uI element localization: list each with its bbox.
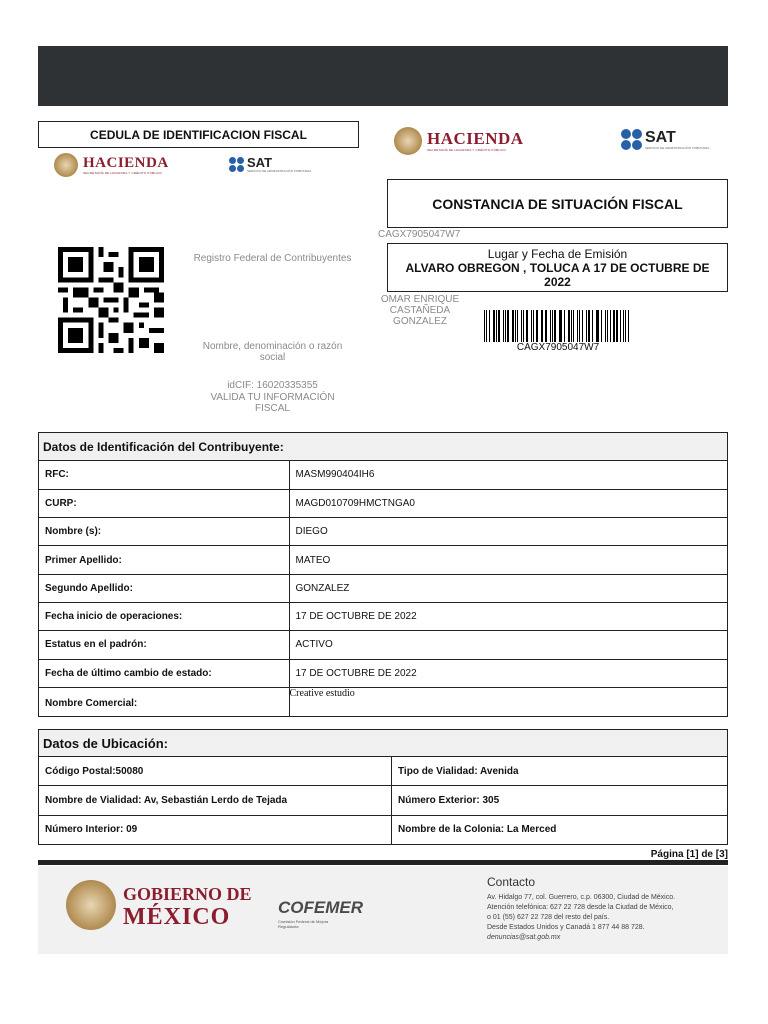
contacto-line: Av. Hidalgo 77, col. Guerrero, c.p. 06300, Ciudad de México. — [487, 894, 676, 901]
ubicacion-section — [38, 729, 728, 845]
sat-logo-small — [229, 156, 311, 173]
table-row — [39, 815, 727, 844]
barcode-bar — [616, 310, 617, 342]
barcode-bar — [489, 310, 490, 342]
barcode-bar — [505, 310, 506, 342]
contacto-line: denuncias@sat.gob.mx — [487, 934, 561, 941]
barcode-bar — [521, 310, 522, 342]
nombre-line1: OMAR ENRIQUE — [380, 294, 460, 305]
row-value: MASM990404IH6 — [295, 469, 375, 481]
contacto-title: Contacto — [487, 875, 536, 889]
ubicacion-right-cell: Tipo de Vialidad: Avenida — [398, 765, 519, 777]
row-value: DIEGO — [289, 518, 727, 546]
barcode-text: CAGX7905047W7 — [516, 342, 600, 353]
barcode-bar — [625, 310, 626, 342]
table-row — [39, 757, 727, 786]
row-value: 17 DE OCTUBRE DE 2022 — [289, 659, 727, 687]
row-label: Nombre (s): — [39, 518, 289, 546]
barcode-bar — [620, 310, 621, 342]
table-row — [39, 687, 727, 715]
emision-line2: 2022 — [544, 275, 571, 289]
row-value: ACTIVO — [289, 631, 727, 659]
barcode — [484, 310, 632, 342]
row-value: MATEO — [289, 546, 727, 574]
barcode-bar — [552, 310, 553, 342]
barcode-bar — [484, 310, 485, 342]
row-value: GONZALEZ — [289, 574, 727, 602]
registro-label: Registro Federal de Contribuyentes — [193, 253, 352, 264]
barcode-bar — [517, 310, 518, 342]
barcode-bar — [579, 310, 580, 342]
ubicacion-right-cell: Número Exterior: 305 — [392, 786, 728, 815]
barcode-bar — [486, 310, 487, 342]
hacienda-wordmark: HACIENDA — [427, 129, 524, 148]
barcode-bar — [531, 310, 532, 342]
barcode-bar — [577, 310, 578, 342]
barcode-bar — [550, 310, 551, 342]
row-label: Fecha inicio de operaciones: — [39, 602, 289, 630]
table-row — [39, 546, 727, 574]
row-value: 17 DE OCTUBRE DE 2022 — [289, 602, 727, 630]
top-banner — [38, 46, 728, 106]
contribuyente-table — [39, 461, 727, 716]
barcode-bar — [560, 310, 561, 342]
table-row — [39, 489, 727, 517]
table-row — [39, 786, 727, 815]
row-label: Nombre Comercial: — [39, 687, 289, 715]
ubicacion-table — [39, 757, 727, 844]
ubicacion-left-cell: Código Postal:50080 — [39, 757, 392, 786]
row-label: Primer Apellido: — [39, 546, 289, 574]
sat-wordmark: SAT — [247, 155, 273, 170]
barcode-bar — [554, 310, 555, 342]
contribuyente-section — [38, 432, 728, 717]
barcode-bar — [613, 310, 615, 342]
ubicacion-heading: Datos de Ubicación: — [39, 730, 727, 757]
cofemer-logo: COFEMER — [278, 898, 363, 917]
emision-label: Lugar y Fecha de Emisión — [487, 247, 628, 261]
nombre-line3: GONZALEZ — [393, 316, 447, 327]
barcode-bar — [586, 310, 587, 342]
page-number: Página [1] de [3] — [650, 849, 728, 860]
sat-dots-icon — [229, 157, 244, 172]
row-label: Segundo Apellido: — [39, 574, 289, 602]
gobierno-line1: GOBIERNO DE — [123, 884, 252, 904]
hacienda-wordmark: HACIENDA — [83, 155, 169, 171]
sat-dots-icon — [621, 129, 642, 150]
table-row — [39, 631, 727, 659]
barcode-bar — [523, 310, 524, 342]
table-row — [39, 461, 727, 489]
emision-line1: ALVARO OBREGON , TOLUCA A 17 DE OCTUBRE DE — [405, 261, 710, 275]
gobierno-line2: MÉXICO — [123, 904, 231, 930]
barcode-bar — [605, 310, 606, 342]
barcode-bar — [542, 310, 543, 342]
ubicacion-right-cell: Nombre de la Colonia: La Merced — [392, 815, 728, 844]
barcode-bar — [568, 310, 570, 342]
hacienda-subtitle: SECRETARÍA DE HACIENDA Y CRÉDITO PÚBLICO — [427, 148, 506, 152]
footer-divider — [38, 860, 728, 865]
row-label: Estatus en el padrón: — [39, 631, 289, 659]
barcode-bar — [498, 310, 499, 342]
row-label: CURP: — [39, 489, 289, 517]
ubicacion-left-cell: Número Interior: 09 — [39, 815, 392, 844]
valida-label: VALIDA TU INFORMACIÓN FISCAL — [210, 392, 335, 414]
barcode-bar — [507, 310, 508, 342]
ubicacion-left-cell: Nombre de Vialidad: Av, Sebastián Lerdo de Tejada — [39, 786, 392, 815]
contacto-line: Atención telefónica: 627 22 728 desde la Ciudad de México, — [487, 904, 674, 911]
cedula-title: CEDULA DE IDENTIFICACION FISCAL — [38, 121, 359, 148]
cofemer-subtitle: Comisión Federal de Mejora Regulatoria — [278, 919, 329, 929]
table-row — [39, 518, 727, 546]
row-label: Fecha de último cambio de estado: — [39, 659, 289, 687]
qr-code — [58, 245, 164, 355]
barcode-bar — [623, 310, 624, 342]
sat-logo-large — [621, 129, 709, 150]
barcode-bar — [628, 310, 629, 342]
mexico-seal-icon — [394, 127, 422, 155]
contribuyente-nombre — [380, 294, 460, 327]
sat-subtitle: SERVICIO DE ADMINISTRACIÓN TRIBUTARIA — [247, 169, 312, 173]
barcode-bar — [545, 310, 547, 342]
barcode-bar — [512, 310, 514, 342]
barcode-bar — [601, 310, 602, 342]
idcif: idCIF: 16020335355 — [227, 380, 318, 391]
emision-box — [387, 243, 728, 292]
barcode-bar — [596, 310, 597, 342]
rfc-code: CAGX7905047W7 — [378, 229, 461, 240]
barcode-bar — [582, 310, 583, 342]
contacto-line: Desde Estados Unidos y Canadá 1 877 44 88 728. — [487, 924, 645, 931]
barcode-bar — [592, 310, 593, 342]
contribuyente-heading: Datos de Identificación del Contribuyente: — [39, 433, 727, 461]
nombre-label: Nombre, denominación o razón social — [202, 341, 343, 363]
nombre-line2: CASTAÑEDA — [389, 305, 451, 316]
barcode-bar — [607, 310, 608, 342]
barcode-bar — [573, 310, 574, 342]
barcode-bar — [503, 310, 504, 342]
barcode-bar — [597, 310, 598, 342]
hacienda-logo-large — [394, 127, 524, 155]
barcode-bar — [564, 310, 565, 342]
barcode-bar — [515, 310, 516, 342]
barcode-bar — [541, 310, 542, 342]
hacienda-subtitle: SECRETARÍA DE HACIENDA Y CRÉDITO PÚBLICO — [83, 171, 162, 175]
contacto-line: o 01 (55) 627 22 728 del resto del país. — [487, 914, 610, 921]
row-value: MAGD010709HMCTNGA0 — [289, 489, 727, 517]
footer — [38, 866, 728, 954]
barcode-bar — [571, 310, 572, 342]
table-row — [39, 602, 727, 630]
constancia-title: CONSTANCIA DE SITUACIÓN FISCAL — [387, 179, 728, 228]
contacto-lines — [487, 893, 722, 943]
hacienda-logo-small — [54, 153, 169, 177]
barcode-bar — [493, 310, 495, 342]
barcode-bar — [526, 310, 528, 342]
barcode-bar — [496, 310, 497, 342]
sat-subtitle: SERVICIO DE ADMINISTRACIÓN TRIBUTARIA — [645, 145, 710, 150]
row-value: Creative estudio — [289, 687, 727, 715]
mexico-seal-icon — [66, 880, 116, 930]
row-label: RFC: — [39, 461, 289, 489]
barcode-bar — [536, 310, 537, 342]
table-row — [39, 659, 727, 687]
barcode-bar — [610, 310, 611, 342]
barcode-bar — [588, 310, 590, 342]
barcode-bar — [533, 310, 534, 342]
sat-wordmark: SAT — [645, 128, 676, 146]
barcode-bar — [559, 310, 560, 342]
table-row — [39, 574, 727, 602]
mexico-seal-icon — [54, 153, 78, 177]
